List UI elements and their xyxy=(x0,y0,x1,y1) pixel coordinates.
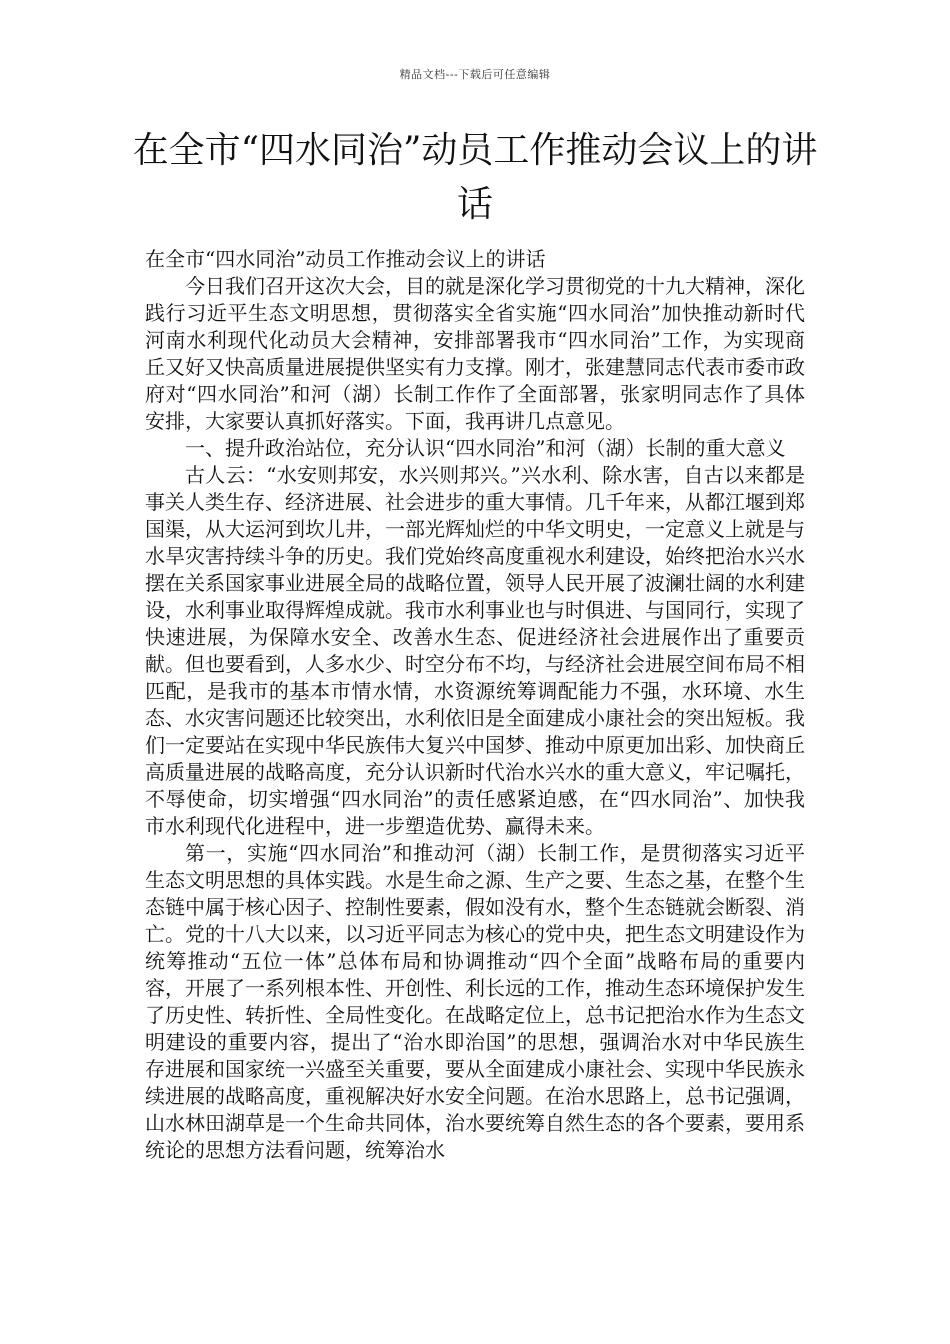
document-subtitle: 在全市“四水同治”动员工作推动会议上的讲话 xyxy=(145,247,546,271)
document-title: 在全市“四水同治”动员工作推动会议上的讲话 xyxy=(132,130,818,225)
paragraph-significance: 古人云：“水安则邦安，水兴则邦兴。”兴水利、除水害，自古以来都是事关人类生存、经济进展、社会进步的重大事情。几千年来，从都江堰到郑国渠，从大运河到坎儿井，一部光辉灿烂的中华文明史，一定意义上就是与水旱灾害持续斗争的历史。我们党始终高度重视水利建设，始终把治水兴水摆在关系国家事业进展全局的战略位置，领导人民开展了波澜壮阔的水利建设，水利事业取得辉煌成就。我市水利事业也与时俱进、与国同行，实现了快速进展，为保障水安全、改善水生态、促进经济社会进展作出了重要贡献。但也要看到，人多水少、时空分布不均，与经济社会进展空间布局不相匹配，是我市的基本市情水情，水资源统筹调配能力不强，水环境、水生态、水灾害问题还比较突出，水利依旧是全面建成小康社会的突出短板。我们一定要站在实现中华民族伟大复兴中国梦、推动中原更加出彩、加快商丘高质量进展的战略高度，充分认识新时代治水兴水的重大意义，牢记嘱托，不辱使命，切实增强“四水同治”的责任感紧迫感，在“四水同治”、加快我市水利现代化进程中，进一步塑造优势、赢得未来。 xyxy=(145,463,805,838)
section-heading-1: 一、提升政治站位，充分认识“四水同治”和河（湖）长制的重大意义 xyxy=(185,436,786,460)
header-note: 精品文档---下载后可任意编辑 xyxy=(399,68,551,81)
document-body xyxy=(145,246,805,1164)
paragraph-intro: 今日我们召开这次大会，目的就是深化学习贯彻党的十九大精神，深化践行习近平生态文明思想，贯彻落实全省实施“四水同治”加快推动新时代河南水利现代化动员大会精神，安排部署我市“四水同治”工作，为实现商丘又好又快高质量进展提供坚实有力支撑。刚才，张建慧同志代表市委市政府对“四水同治”和河（湖）长制工作作了全面部署，张家明同志作了具体安排，大家要认真抓好落实。下面，我再讲几点意见。 xyxy=(145,274,805,433)
paragraph-first-point: 第一，实施“四水同治”和推动河（湖）长制工作，是贯彻落实习近平生态文明思想的具体实践。水是生命之源、生产之要、生态之基，在整个生态链中属于核心因子、控制性要素，假如没有水，整个生态链就会断裂、消亡。党的十八大以来，以习近平同志为核心的党中央，把生态文明建设作为统筹推动“五位一体”总体布局和协调推动“四个全面”战略布局的重要内容，开展了一系列根本性、开创性、利长远的工作，推动生态环境保护发生了历史性、转折性、全局性变化。在战略定位上，总书记把治水作为生态文明建设的重要内容，提出了“治水即治国”的思想，强调治水对中华民族生存进展和国家统一兴盛至关重要，要从全面建成小康社会、实现中华民族永续进展的战略高度，重视解决好水安全问题。在治水思路上，总书记强调，山水林田湖草是一个生命共同体，治水要统筹自然生态的各个要素，要用系统论的思想方法看问题，统筹治水 xyxy=(145,841,805,1162)
